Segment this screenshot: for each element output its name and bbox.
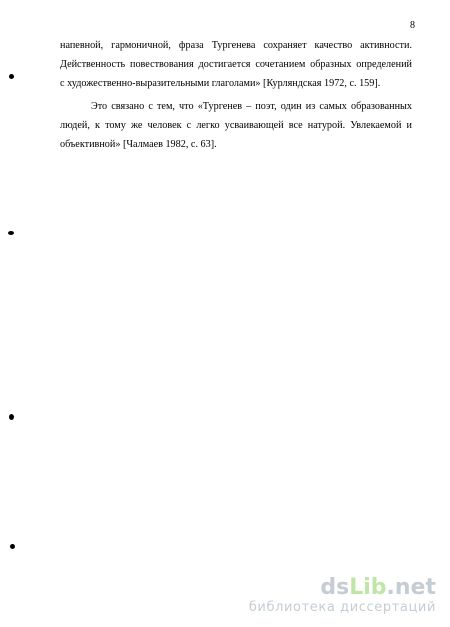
margin-mark (10, 544, 15, 549)
body-text (60, 36, 412, 154)
text-line: Это связано с тем, что «Тургенев – поэт, один из самых образованных (91, 101, 412, 112)
margin-mark (9, 74, 14, 79)
margin-mark (8, 231, 14, 235)
dslib-watermark (249, 576, 436, 615)
watermark-logo-net: .net (386, 575, 436, 600)
margin-mark (9, 414, 14, 420)
text-line: с художественно-выразительными глаголами» [Курляндская 1972, с. 159]. (60, 78, 381, 89)
paragraph-1 (60, 36, 412, 93)
text-line: напевной, гармоничной, фраза Тургенева сохраняет качество активности. (60, 40, 412, 51)
watermark-logo-ds: ds (320, 575, 350, 600)
text-line: объективной» [Чалмаев 1982, с. 63]. (60, 139, 217, 150)
text-line: людей, к тому же человек с легко усваивающей все натурой. Увлекаемой и (60, 120, 412, 131)
watermark-logo (249, 576, 436, 600)
text-line: Действенность повествования достигается сочетанием образных определений (60, 59, 412, 70)
page-number: 8 (410, 20, 415, 31)
watermark-subtitle: библиотека диссертаций (248, 600, 436, 615)
watermark-logo-lib: Lib (349, 575, 387, 600)
paragraph-2 (60, 97, 412, 154)
